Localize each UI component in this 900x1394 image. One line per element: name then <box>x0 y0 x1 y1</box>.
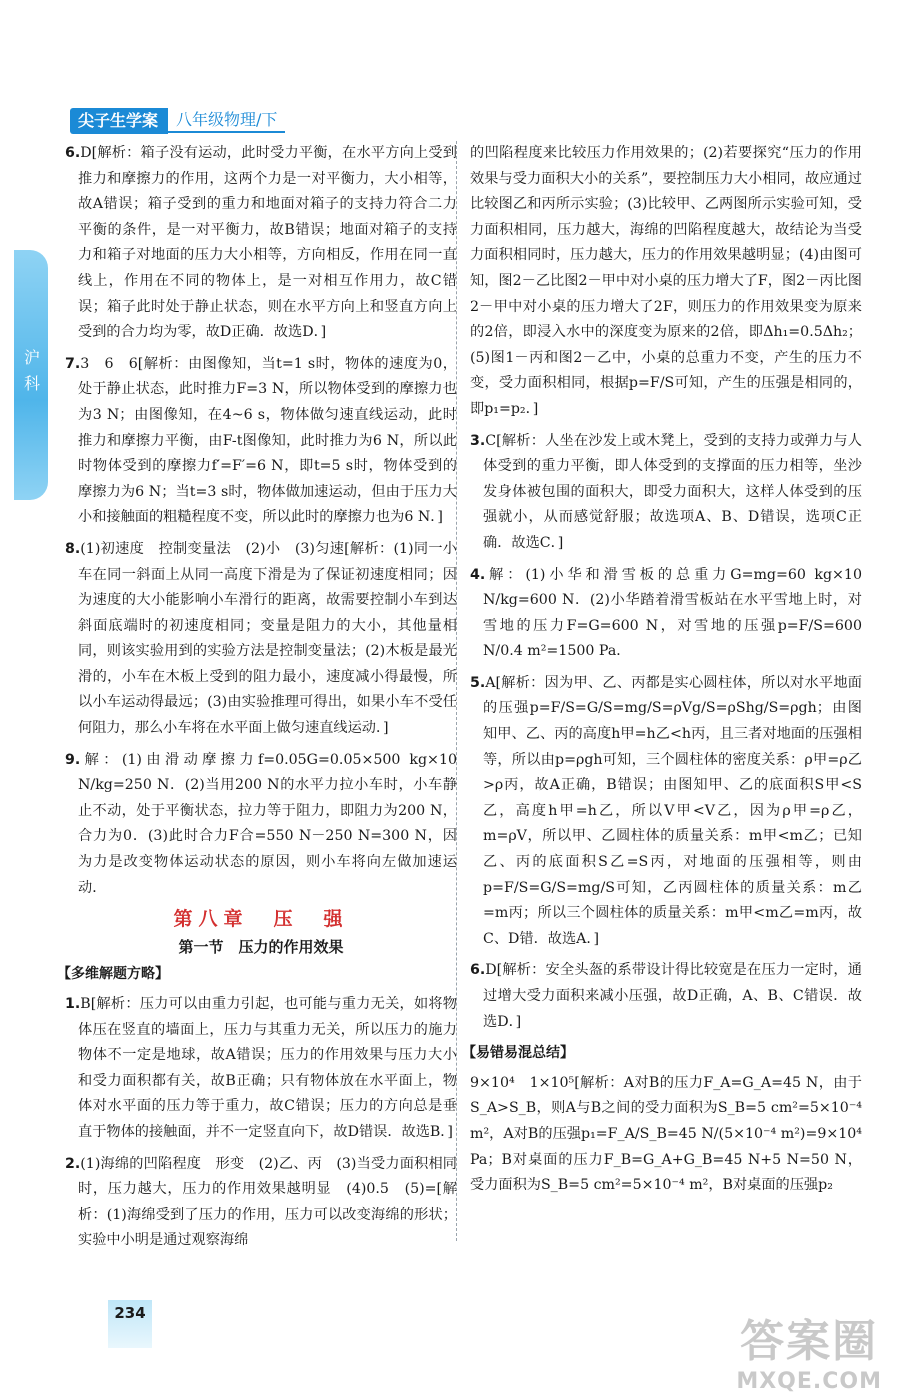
section-title: 第一节 压力的作用效果 <box>178 937 344 956</box>
right-column <box>462 141 862 1205</box>
page-number: 234 <box>108 1300 152 1348</box>
watermark-logo: 答案圈 <box>740 1316 879 1367</box>
book-header <box>70 108 285 134</box>
side-tab: 沪科 <box>14 250 48 500</box>
methods-heading: 【多维解题方略】 <box>57 966 169 983</box>
answer-item-8: 8.(1)初速度 控制变量法 (2)小 (3)匀速[解析：(1)同一小车在同一斜面上从同一高度下滑是为了保证初速度相同；因为速度的大小能影响小车滑行的距离，故需要控制小车到达斜面底端时的初速度相同；变量是阻力的大小，其他量相同，则该实验用到的实验方法是控制变量法；(2)木板是最光滑的，小车在木板上受到的阻力最小，速度减小得最慢，所以小车运动得最远；(3)由实验推理可得出，如果小车不受任何阻力，那么小车将在水平面上做匀速直线运动．] <box>65 540 457 737</box>
methods-item-1: 1.B[解析：压力可以由重力引起，也可能与重力无关，如将物体压在竖直的墙面上，压力与其重力无关，所以压力的施力物体不一定是地球，故A错误；压力的作用效果与压力大小和受力面积都有关，故B正确；只有物体放在水平面上，物体对水平面的压力等于重力，故C错误；压力的方向总是垂直于物体的接触面，并不一定竖直向下，故D错误．故选B．] <box>65 996 457 1140</box>
methods-item-2: 2.(1)海绵的凹陷程度 形变 (2)乙、丙 (3)当受力面积相同时，压力越大，压力的作用效果越明显 (4)0.5 (5)=[解析：(1)海绵受到了压力的作用，压力可以改变海绵的形状；实验中小明是通过观察海绵 <box>65 1155 457 1249</box>
methods-item-3: 3.C[解析：人坐在沙发上或木凳上，受到的支持力或弹力与人体受到的重力平衡，即人体受到的支撑面的压力相等，坐沙发身体被包围的面积大，即受力面积大，这样人体受到的压强就小，从而感觉舒服；故选项A、B、D错误，选项C正确．故选C．] <box>470 432 862 551</box>
methods-item-5: 5.A[解析：因为甲、乙、丙都是实心圆柱体，所以对水平地面的压强p=F/S=G/S=mg/S=ρVg/S=ρShg/S=ρgh；由图知甲、乙、丙的高度h甲=h乙<h丙，且三者对地面的压强相等，所以由p=ρgh可知，三个圆柱体的密度关系：ρ甲=ρ乙>ρ丙，故A正确，B错误；由图知甲、乙的底面积S甲<S乙，高度h甲=h乙，所以V甲<V乙，因为ρ甲=ρ乙，m=ρV，所以甲、乙圆柱体的质量关系：m甲<m乙；已知乙、丙的底面积S乙=S丙，对地面的压强相等，则由p=F/S=G/S=mg/S可知，乙丙圆柱体的质量关系：m乙=m丙；所以三个圆柱体的质量关系：m甲<m乙=m丙，故C、D错．故选A．] <box>470 674 862 947</box>
answer-item-9: 9.解：(1)由滑动摩擦力f=0.05G=0.05×500 kg×10 N/kg=250 N．(2)当用200 N的水平力拉小车时，小车静止不动，处于平衡状态，拉力等于阻力，即阻力为200 N，合力为0．(3)此时合力F合=550 N－250 N=300 N，因为力是改变物体运动状态的原因，则小车将向左做加速运动． <box>65 751 457 896</box>
continued-item-2: 的凹陷程度来比较压力作用效果的；(2)若要探究“压力的作用效果与受力面积大小的关系”，要控制压力大小相同，故应通过比较图乙和丙所示实验；(3)比较甲、乙两图所示实验可知，受力面积相同，压力越大，海绵的凹陷程度越大，故结论为当受力面积相同时，压力越大，压力的作用效果越明显；(4)由图可知，图2－乙比图2－甲中对小桌的压力增大了F，图2－丙比图2－甲中对小桌的压力增大了2F，则压力的作用效果变为原来的2倍，即浸入水中的深度变为原来的2倍，即Δh₁=0.5Δh₂；(5)图1－丙和图2－乙中，小桌的总重力不变，产生的压力不变，受力面积相同，根据p=F/S可知，产生的压强是相同的，即p₁=p₂．] <box>470 145 862 417</box>
errors-heading: 【易错易混总结】 <box>462 1045 574 1062</box>
errors-text: 9×10⁴ 1×10⁵[解析：A对B的压力F_A=G_A=45 N，由于S_A>S_B，则A与B之间的受力面积为S_B=5 cm²=5×10⁻⁴ m²，A对B的压强p₁=F_A/S_B=45 N/(5×10⁻⁴ m²)=9×10⁴ Pa；B对桌面的压力F_B=G_A+G_B=45 N+5 N=50 N，受力面积为S_B=5 cm²=5×10⁻⁴ m²，B对桌面的压强p₂ <box>470 1074 862 1194</box>
chapter-title: 第八章 压 强 <box>173 908 349 931</box>
watermark-url: MXQE.COM <box>736 1369 882 1394</box>
brand-label: 尖子生学案 <box>70 108 168 134</box>
subject-label: 八年级物理/下 <box>168 109 285 133</box>
methods-item-4: 4.解：(1)小华和滑雪板的总重力G=mg=60 kg×10 N/kg=600 N．(2)小华踏着滑雪板站在水平雪地上时，对雪地的压力F=G=600 N，对雪地的压强p=F/S=600 N/0.4 m²=1500 Pa． <box>470 566 862 660</box>
answer-item-7: 7.3 6 6[解析：由图像知，当t=1 s时，物体的速度为0，处于静止状态，此时推力F=3 N，所以物体受到的摩擦力也为3 N；由图像知，在4~6 s，物体做匀速直线运动，此时推力和摩擦力平衡，由F-t图像知，此时推力为6 N，所以此时物体受到的摩擦力f′=F′=6 N，即t=5 s时，物体受到的摩擦力为6 N；当t=3 s时，物体做加速运动，但由于压力大小和接触面的粗糙程度不变，所以此时的摩擦力也为6 N．] <box>65 355 457 526</box>
watermark <box>736 1305 882 1394</box>
answer-item-6: 6.D[解析：箱子没有运动，此时受力平衡，在水平方向上受到推力和摩擦力的作用，这两个力是一对平衡力，大小相等，故A错误；箱子受到的重力和地面对箱子的支持力符合二力平衡的条件，是一对平衡力，故B错误；地面对箱子的支持力和箱子对地面的压力大小相等，方向相反，作用在同一直线上，作用在不同的物体上，是一对相互作用力，故C错误；箱子此时处于静止状态，则在水平方向上和竖直方向上受到的合力均为零，故D正确．故选D．] <box>65 145 457 341</box>
left-column <box>57 141 457 1260</box>
methods-item-6: 6.D[解析：安全头盔的系带设计得比较宽是在压力一定时，通过增大受力面积来减小压强，故D正确，A、B、C错误．故选D．] <box>470 962 862 1030</box>
